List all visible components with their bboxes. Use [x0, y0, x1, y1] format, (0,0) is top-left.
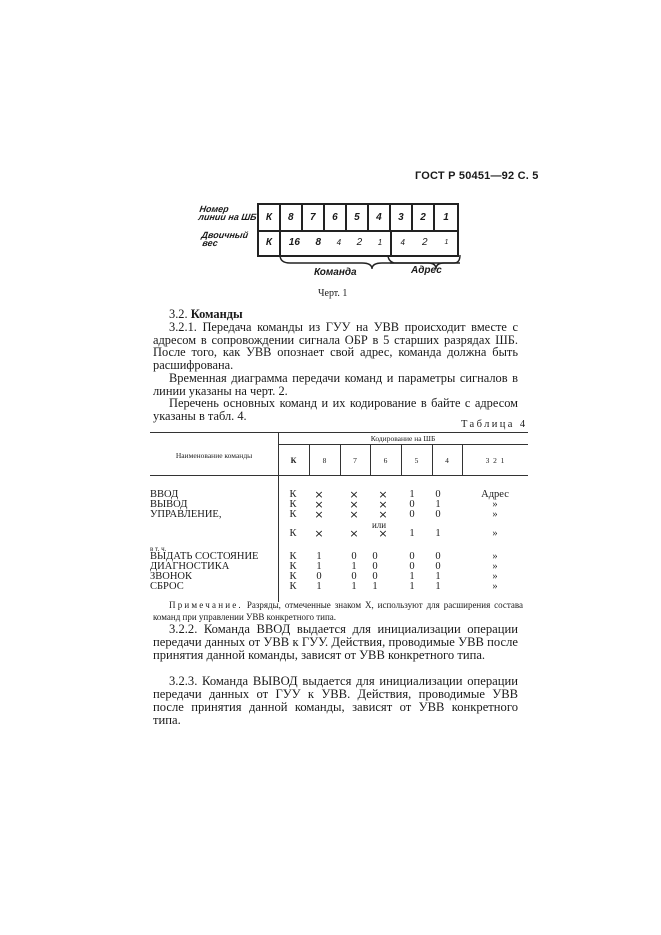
- command-weights: 16 8 4 2 1: [281, 230, 392, 255]
- table-title: Таблица 4: [461, 419, 528, 430]
- column-group-header: Кодирование на ШБ: [370, 434, 436, 443]
- column-header: 3 2 1: [485, 456, 505, 465]
- cell: 3: [391, 205, 413, 230]
- column-header: 7: [353, 456, 357, 465]
- address-weights: 4 2 1: [400, 237, 449, 248]
- binary-weight-row: [259, 230, 457, 255]
- column-header: 6: [383, 456, 388, 465]
- line-number-row: [259, 205, 457, 232]
- command-name: ВВОД: [150, 489, 179, 500]
- cell: 5: [347, 205, 369, 230]
- cell: 8: [281, 205, 303, 230]
- cell: К: [259, 230, 281, 255]
- brace-label-command: Команда: [314, 267, 357, 278]
- table-note: Примечание. Разряды, отмеченные знаком X, используют для расширения состава команд при управлении УВВ конкретного типа.: [153, 600, 524, 622]
- paragraph: 3.2.3. Команда ВЫВОД выдается для инициализации операции передачи данных от ГУУ к УВВ. Действия, проводимые УВВ после принятия данной команды, зависят от УВВ конкретного типа.: [153, 674, 518, 727]
- rule: [150, 475, 528, 476]
- cell: 7: [303, 205, 325, 230]
- paragraph: 3.2.1. Передача команды из ГУУ на УВВ происходит вместе с адресом в сопровождении сигнала ОБР в 5 старших разрядах ШБ. После того, как УВВ опознает свой адрес, команда должна быть расшифрована.: [153, 320, 518, 372]
- command-name: ВЫВОД: [150, 499, 188, 510]
- page-header: ГОСТ Р 50451—92 С. 5: [415, 170, 539, 182]
- rule: [278, 444, 528, 445]
- cell: 2: [413, 205, 435, 230]
- row-label-binary-weight: Двоичный вес: [200, 230, 249, 248]
- figure-caption: Черт. 1: [318, 288, 348, 299]
- column-header: 4: [445, 456, 449, 465]
- subgroup-label: в т. ч.: [150, 545, 167, 553]
- cell: 4: [369, 205, 391, 230]
- rule: [150, 432, 528, 433]
- command-name: СБРОС: [150, 581, 184, 592]
- brace-label-address: Адрес: [411, 265, 442, 276]
- command-name: ЗВОНОК: [150, 571, 193, 582]
- or-separator: или: [371, 520, 387, 530]
- command-name: ВЫДАТЬ СОСТОЯНИЕ: [150, 551, 259, 562]
- row-label-line-number: Номер линии на ШБ: [197, 204, 258, 222]
- cell: К: [259, 205, 281, 230]
- column-header: 5: [414, 456, 419, 465]
- paragraph: Перечень основных команд и их кодирование в байте с адресом указаны в табл. 4.: [153, 396, 518, 423]
- table-4: Наименование команды Кодирование на ШБ К 8 7 6 5 4 3 2 1 ВВОД ВЫВОД УПРАВЛЕНИЕ, в т. ч. ВЫДАТЬ СОСТОЯНИЕ ДИАГНОСТИКА ЗВОНОК СБРОС или К × × × 1 0 Адрес К × × × 0 1 » К × × × 0 0 » К × × × 1 1 » К 1 0 0 0 0 » К 1 1 0 0 0 » К 0 0 0 1 1 » К 1 1 1 1 1 »: [150, 432, 528, 602]
- cell: 6: [325, 205, 347, 230]
- column-header: К: [290, 456, 297, 465]
- bus-line-diagram: [257, 203, 459, 257]
- section-title: 3.2. Команды: [169, 307, 243, 321]
- command-name: УПРАВЛЕНИЕ,: [150, 509, 222, 520]
- column-header: 8: [322, 456, 327, 465]
- paragraph: 3.2.2. Команда ВВОД выдается для инициализации операции передачи данных от УВВ к ГУУ. Действия, проводимые УВВ после принятия данной команды, зависят от УВВ конкретного типа.: [153, 622, 518, 662]
- command-name: ДИАГНОСТИКА: [150, 561, 230, 572]
- paragraph: Временная диаграмма передачи команд и параметры сигналов в линии указаны на черт. 2.: [153, 371, 518, 398]
- cell: 1: [443, 212, 449, 223]
- column-header-name: Наименование команды: [175, 451, 253, 460]
